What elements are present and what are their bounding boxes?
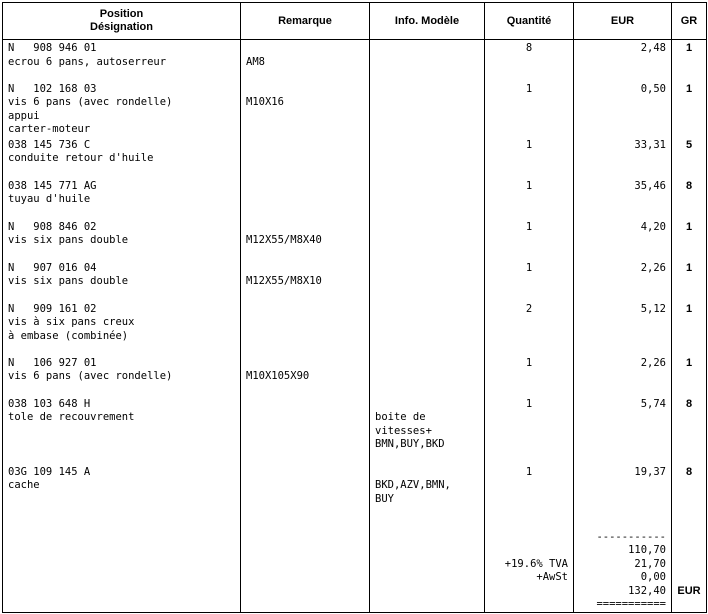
part-number: N 908 946 01 [8,42,97,54]
remarque-text: AM8 [246,55,265,68]
remarque-cell [241,40,370,81]
table-row [3,178,707,219]
position-cell [3,81,241,137]
position-cell [3,396,241,464]
price-cell: 33,31 [574,137,672,178]
part-number: N 908 846 02 [8,220,97,233]
header-gr: GR [672,3,707,40]
totals-labels-cell [485,518,574,613]
remarque-text: M10X105X90 [246,370,310,382]
totals-values-cell [574,518,672,613]
designation-line: ecrou 6 pans, autoserreur [8,55,167,68]
designation-line: vis 6 pans (avec rondelle) [8,370,173,382]
group-cell: 1 [672,355,707,396]
remarque-cell [241,396,370,464]
table-row [3,260,707,301]
remarque-text: M12X55/M8X10 [246,275,322,287]
subtotal-separator: ----------- [596,530,666,543]
position-cell [3,301,241,355]
table-row [3,81,707,137]
info-modele-cell [370,301,485,355]
table-row [3,219,707,260]
price-cell: 0,50 [574,81,672,137]
awst-value: 0,00 [640,571,666,583]
price-cell: 5,12 [574,301,672,355]
items-body [3,40,707,518]
price-cell: 2,26 [574,355,672,396]
header-info-modele: Info. Modèle [370,3,485,40]
parts-invoice-sheet [2,2,706,614]
remarque-cell [241,81,370,137]
table-row [3,137,707,178]
remarque-cell [241,219,370,260]
part-number: 03G 109 145 A [8,465,91,478]
price-cell: 35,46 [574,178,672,219]
info-modele-cell [370,396,485,464]
remarque-cell [241,355,370,396]
position-cell [3,40,241,81]
group-cell: 1 [672,301,707,355]
designation-line: vis 6 pans (avec rondelle) [8,96,173,108]
awst-label: +AwSt [536,571,568,583]
parts-table [2,2,707,613]
remarque-text: M10X16 [246,96,284,108]
totals-row [3,518,707,613]
position-cell [3,178,241,219]
tva-value: 21,70 [634,557,666,570]
table-row [3,301,707,355]
part-number: N 106 927 01 [8,356,97,369]
remarque-cell [241,301,370,355]
group-cell: 1 [672,81,707,137]
part-number: 038 103 648 H [8,397,91,410]
quantity-cell: 8 [485,40,574,81]
group-cell: 1 [672,260,707,301]
designation-line: appui [8,109,40,122]
price-cell: 19,37 [574,464,672,518]
info-modele-cell [370,260,485,301]
part-number: 038 145 771 AG [8,179,97,192]
header-quantite: Quantité [485,3,574,40]
position-cell [3,260,241,301]
info-modele-cell [370,40,485,81]
total-currency: EUR [677,584,701,597]
group-cell: 8 [672,178,707,219]
totals-info-cell [370,518,485,613]
table-row [3,355,707,396]
quantity-cell: 1 [485,81,574,137]
remarque-cell [241,137,370,178]
price-cell: 4,20 [574,219,672,260]
position-cell [3,137,241,178]
quantity-cell: 1 [485,219,574,260]
subtotal-value: 110,70 [628,544,666,556]
info-modele-line: vitesses+ [375,424,432,437]
group-cell: 5 [672,137,707,178]
quantity-cell: 1 [485,355,574,396]
position-cell [3,219,241,260]
header-eur: EUR [574,3,672,40]
designation-line: vis six pans double [8,234,129,246]
designation-line: vis à six pans creux [8,316,135,328]
quantity-cell: 1 [485,396,574,464]
group-cell: 8 [672,464,707,518]
totals-body [3,518,707,613]
position-cell [3,355,241,396]
designation-line: carter-moteur [8,123,91,135]
designation-line: tuyau d'huile [8,193,91,205]
info-modele-cell [370,219,485,260]
tva-label: +19.6% TVA [504,557,568,570]
info-modele-line: BKD,AZV,BMN, [375,479,451,491]
remarque-text: M12X55/M8X40 [246,234,322,246]
header-position-designation [3,3,241,40]
info-modele-cell [370,137,485,178]
remarque-cell [241,464,370,518]
quantity-cell: 2 [485,301,574,355]
quantity-cell: 1 [485,137,574,178]
info-modele-line: BMN,BUY,BKD [375,438,445,450]
part-number: 038 145 736 C [8,138,91,151]
quantity-cell: 1 [485,464,574,518]
header-designation: Désignation [90,21,153,33]
header-row [3,3,707,40]
quantity-cell: 1 [485,260,574,301]
group-cell: 1 [672,219,707,260]
totals-currency-cell [672,518,707,613]
remarque-cell [241,260,370,301]
info-modele-line: boite de [375,411,426,423]
designation-line: vis six pans double [8,275,129,287]
header-position: Position [99,8,144,20]
price-cell: 2,48 [574,40,672,81]
info-modele-cell [370,81,485,137]
table-row [3,464,707,518]
group-cell: 1 [672,40,707,81]
price-cell: 2,26 [574,260,672,301]
designation-line: conduite retour d'huile [8,152,154,164]
totals-position-cell [3,518,241,613]
designation-line: cache [8,479,40,491]
quantity-cell: 1 [485,178,574,219]
designation-line: tole de recouvrement [8,411,135,423]
price-cell: 5,74 [574,396,672,464]
part-number: N 907 016 04 [8,261,97,274]
position-cell [3,464,241,518]
info-modele-line: BUY [375,492,394,505]
part-number: N 102 168 03 [8,82,97,95]
table-row [3,396,707,464]
table-row [3,40,707,81]
info-modele-cell [370,178,485,219]
group-cell: 8 [672,396,707,464]
remarque-cell [241,178,370,219]
info-modele-cell [370,355,485,396]
total-double-rule: =========== [596,598,666,610]
part-number: N 909 161 02 [8,302,97,315]
header-remarque: Remarque [241,3,370,40]
total-value: 132,40 [628,584,666,597]
designation-line: à embase (combinée) [8,329,129,342]
info-modele-cell [370,464,485,518]
totals-remarque-cell [241,518,370,613]
